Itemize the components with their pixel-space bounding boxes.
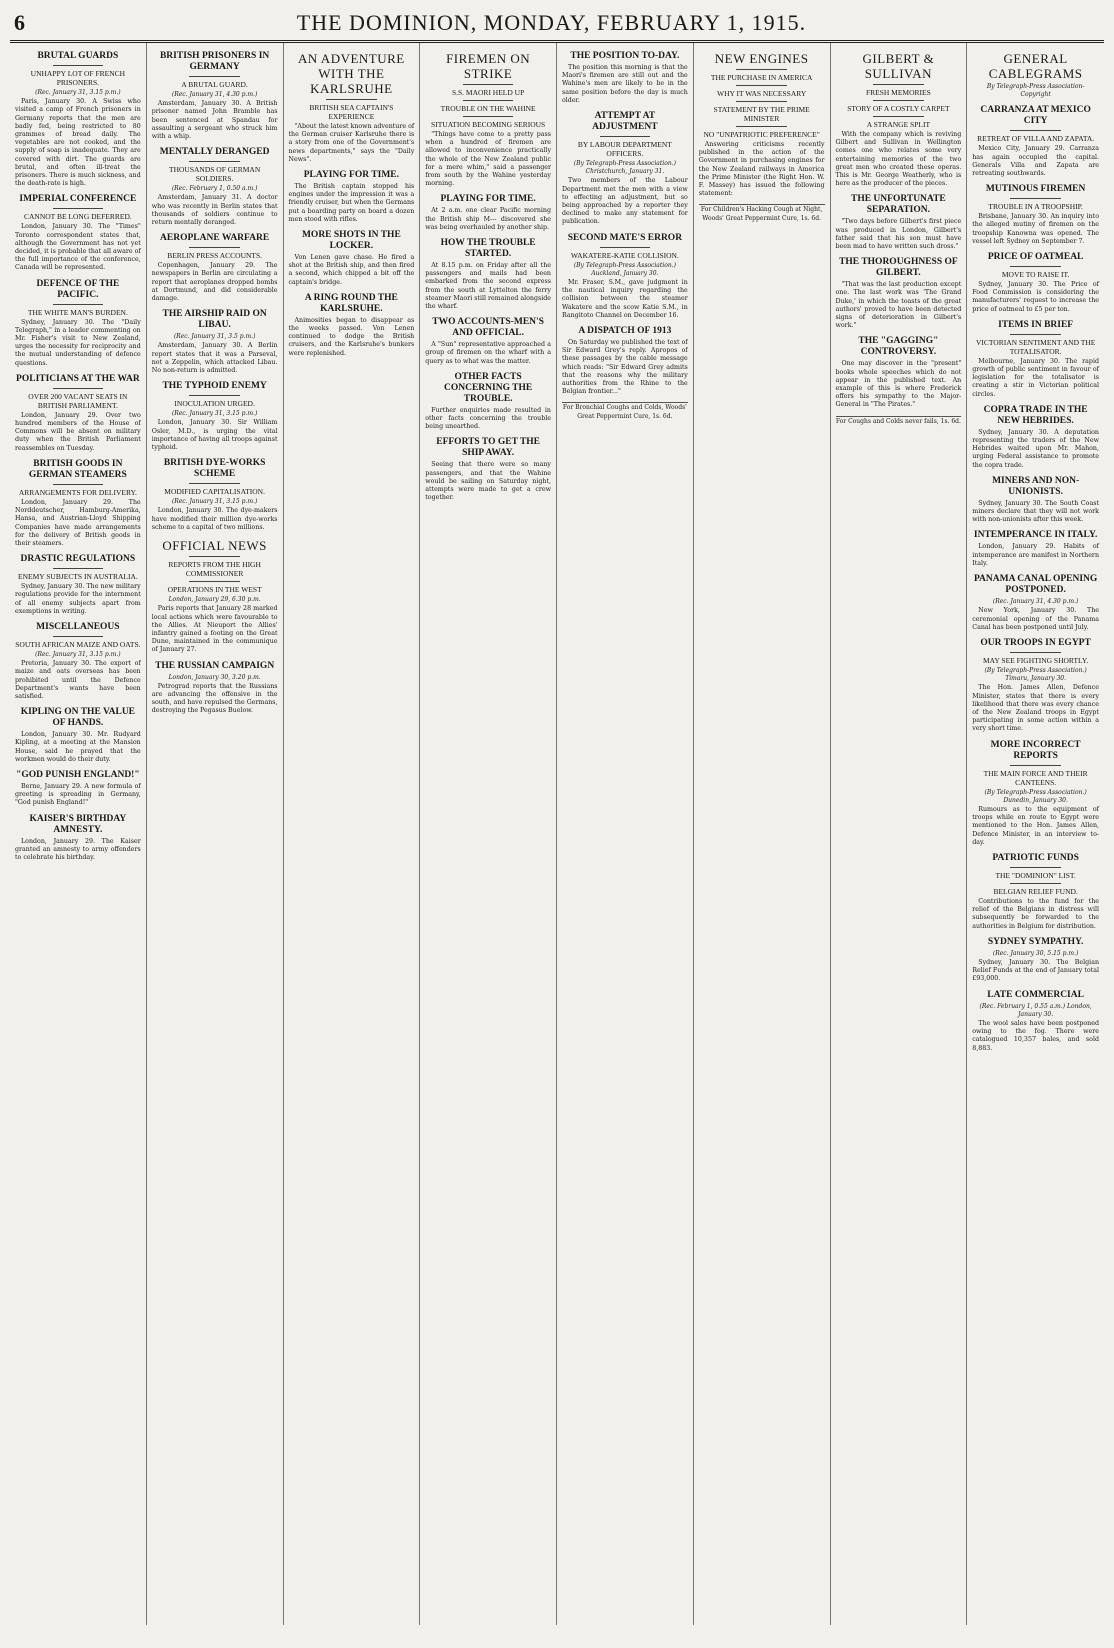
article-headline: PANAMA CANAL OPENING POSTPONED. (973, 574, 1098, 596)
article-headline: LATE COMMERCIAL (987, 989, 1084, 1000)
headline-rule (736, 101, 786, 102)
article-subhead: INOCULATION URGED. (174, 399, 255, 409)
article-dateline: (Rec. January 31, 4.30 p.m.) (992, 598, 1079, 606)
article-paragraph: "Things have come to a pretty pass when a hundred of firemen are allowed to inconvenience practically the whole of the New Zealand public for a mere whim," said a passenger from south by the Wahine yesterday morning. (425, 131, 551, 188)
article-headline: AN ADVENTURE WITH THE KARLSRUHE (298, 51, 405, 96)
column-8 (967, 43, 1104, 1625)
article-headline: DEFENCE OF THE PACIFIC. (36, 278, 120, 300)
article-paragraph: Amsterdam, January 30. A Berlin report states that it was a Parseval, not a Zeppelin, which attacked Libau. No non-return is admitted. (151, 342, 278, 375)
article-subhead: SOUTH AFRICAN MAIZE AND OATS. (15, 639, 141, 649)
article (836, 336, 962, 409)
article-subhead: FRESH MEMORIES (865, 88, 931, 97)
headline-rule (873, 84, 923, 85)
article (289, 170, 415, 224)
article-dateline: (Rec. February 1, 0.55 a.m.) London, January 30. (979, 1002, 1092, 1018)
article (425, 317, 551, 366)
headline-rule (189, 483, 239, 484)
article-headline: THE POSITION TO-DAY. (570, 51, 680, 61)
article-paragraph: Animosities began to disappear as the weeks passed. Von Lenen continued to dodge the British cruisers, and the Karlsruhe's bunkers were replenished. (288, 316, 415, 357)
article-dateline: (Rec. January 31, 4.30 p.m.) (171, 91, 258, 98)
article (425, 51, 551, 188)
article-paragraph: Brisbane, January 30. An inquiry into the alleged mutiny of firemen on the troopship Kanowna was opened. The vessel left Sydney on September 7. (972, 213, 1099, 245)
article (562, 111, 688, 227)
article (972, 51, 1099, 99)
article-paragraph: On Saturday we published the text of Sir Edward Grey's reply. Apropos of these passages by the cable message which reads: "Sir Edward Grey admits that the reasons why the military authorities from the Rhine to the Belgian frontier..." (562, 339, 688, 396)
article-paragraph: The British captain stopped his engines under the impression it was a friendly cruiser, but when the Germans put a boarding party on board a dozen men stood with rifles. (288, 183, 415, 223)
article-headline: ATTEMPT AT ADJUSTMENT (592, 111, 658, 133)
article-paragraph: "That was the last production except one. The last work was 'The Grand Duke,' in which the toasts of the great authors' proved to have been detected signs of deterioration in Gilbert's work." (835, 281, 962, 330)
article-subhead: NO "UNPATRIOTIC PREFERENCE" (703, 130, 820, 139)
column-3 (284, 43, 421, 1625)
article-paragraph: Seeing that there were so many passengers, and that the Wahine would be sailing on Saturday night, attempts were made to get a crew together. (425, 461, 551, 502)
article-paragraph: The position this morning is that the Maori's firemen are still out and the Wahine's men are likely to be in the same position before the day is much older. (562, 64, 688, 104)
article (152, 147, 278, 227)
headline-rule (463, 84, 513, 85)
headline-rule (189, 395, 239, 396)
article-paragraph: Amsterdam, January 30. A British prisoner named John Bramble has been sentenced at Spandau for assaulting a sergeant who struck him with a whip. (151, 100, 278, 141)
article-headline: GILBERT & SULLIVAN (862, 51, 935, 81)
article (972, 740, 1099, 847)
article-paragraph: London, January 30. Mr. Rudyard Kipling, at a meeting at the Mansion House, said he prayed that the workmen would do their duty. (15, 731, 141, 763)
article-subhead: TROUBLE IN A TROOPSHIP. (988, 202, 1083, 212)
article (836, 257, 962, 330)
article (15, 707, 141, 764)
article-dateline: (Rec. January 31, 3.15 p.m.) (171, 410, 258, 418)
article-subhead: THE "DOMINION" LIST. (995, 870, 1076, 880)
article-headline: IMPERIAL CONFERENCE (19, 194, 137, 205)
article-dateline: (Rec. January 31, 3.15 p.m.) (35, 650, 121, 658)
article (972, 476, 1099, 525)
article-subhead: STORY OF A COSTLY CARPET (847, 104, 950, 113)
article-subhead: ENEMY SUBJECTS IN AUSTRALIA. (18, 572, 138, 582)
advertisement: For Coughs and Colds never fails, 1s. 6d. (835, 417, 961, 425)
article-dateline: London, January 30, 3.20 p.m. (168, 673, 261, 681)
article-headline: INTEMPERANCE IN ITALY. (973, 530, 1098, 541)
article-paragraph: Sydney, January 30. The Belgian Relief Funds at the end of January total £93,000. (972, 958, 1099, 983)
article-dateline: (By Telegraph-Press Association.) Dunedin, January 30. (984, 788, 1087, 804)
article (15, 374, 141, 453)
article-paragraph: London, January 29. The Norddeutscher, Hamburg-Amerika, Hansa, and Austrian-Lloyd Shipping Companies have made arrangements for the delivery of British goods in their steamers. (15, 498, 141, 547)
article-subhead: RETREAT OF VILLA AND ZAPATA. (977, 134, 1095, 144)
article-dateline: (By Telegraph-Press Association.) Auckland, January 30. (573, 261, 676, 277)
article (15, 279, 141, 368)
advertisement: For Bronchial Coughs and Colds, Woods' Great Peppermint Cure, 1s. 6d. (562, 404, 687, 420)
article-dateline: (Rec. January 31, 3.15 p.m.) (171, 498, 258, 506)
article-dateline: By Telegraph-Press Association-Copyright (986, 83, 1085, 99)
article-paragraph: Sydney, January 30. The "Daily Telegraph," in a leader commenting on Mr. Fisher's visit to New Zealand, urges the necessity for reciprocity and the mutual understanding of defence questions. (15, 318, 141, 367)
article-headline: BRUTAL GUARDS (37, 51, 119, 61)
article-paragraph: At 8.15 p.m. on Friday after all the passengers and mails had been embarked from the second express from the south at Lyttelton the ferry steamer Maori still remained alongside the wharf. (425, 262, 551, 311)
advertisement: For Children's Hacking Cough at Night, Woods' Great Peppermint Cure, 1s. 6d. (699, 204, 825, 222)
article (562, 233, 688, 320)
article-headline: OUR TROOPS IN EGYPT (980, 637, 1091, 648)
headline-rule (1010, 334, 1061, 335)
article-dateline: (Rec. January 31, 3.5 p.m.) (173, 333, 256, 341)
headline-rule (736, 126, 786, 127)
article-subhead: VICTORIAN SENTIMENT AND THE TOTALISATOR. (975, 337, 1096, 356)
headline-rule (736, 85, 786, 86)
article (152, 381, 278, 452)
newspaper-page (10, 8, 1104, 1628)
article-headline: KAISER'S BIRTHDAY AMNESTY. (29, 813, 127, 835)
article-paragraph: The wool sales have been postponed owing to the fog. There were catalogued 10,357 bales, and sold 8,883. (972, 1019, 1099, 1052)
article-subhead: REPORTS FROM THE HIGH COMMISSIONER (168, 560, 261, 579)
article-paragraph: London, January 30. The "Times" Toronto correspondent states that, although the Government has not yet decided, it is probable that all aware of the full importance of the conference, Canada will be represented. (15, 223, 141, 272)
column-1 (10, 43, 147, 1625)
headline-rule (189, 247, 239, 248)
article-headline: THE TYPHOID ENEMY (162, 381, 267, 392)
article-headline: COPRA TRADE IN THE NEW HEBRIDES. (983, 404, 1088, 426)
article (836, 51, 962, 188)
article-headline: TWO ACCOUNTS-MEN'S AND OFFICIAL. (432, 317, 544, 339)
article-headline: PATRIOTIC FUNDS (992, 852, 1079, 863)
article-headline: "GOD PUNISH ENGLAND!" (16, 769, 140, 780)
article (425, 437, 551, 502)
article-paragraph: Sydney, January 30. A deputation representing the traders of the New Hebrides waited upon Mr. Mahon, urging Federal assistance to promote the copra trade. (972, 428, 1099, 469)
article-headline: MENTALLY DERANGED (159, 147, 270, 158)
article-subhead: MODIFIED CAPITALISATION. (164, 487, 265, 497)
headline-rule (600, 136, 650, 137)
article-subhead: WAKATERE-KATIE COLLISION. (570, 250, 679, 260)
article-headline: BRITISH DYE-WORKS SCHEME (163, 458, 266, 480)
article (425, 238, 551, 311)
article-headline: SYDNEY SYMPATHY. (987, 936, 1084, 947)
article-paragraph: Von Lenen gave chase. He fired a shot at the British ship, and then fired a second, which chipped a bit off the captain's bridge. (288, 254, 415, 286)
article (289, 293, 415, 358)
article-paragraph: Melbourne, January 30. The rapid growth of public sentiment in favour of legislation for the totalisator is creating a stir in Victorian political circles. (972, 357, 1099, 398)
article-paragraph: Paris reports that January 28 marked local actions which were favourable to the Allies. At Nieuport the Allies' infantry gained a footing on the Great Dune, maintained in the communique of January 27. (151, 605, 278, 654)
article-headline: PLAYING FOR TIME. (440, 194, 536, 205)
article-headline: EFFORTS TO GET THE SHIP AWAY. (436, 437, 541, 459)
headline-rule (189, 76, 239, 77)
article-headline: A DISPATCH OF 1913 (578, 326, 672, 337)
column-4 (420, 43, 557, 1625)
article-headline: THE THOROUGHNESS OF GILBERT. (839, 257, 958, 279)
article (972, 990, 1099, 1053)
article (562, 51, 688, 105)
article-paragraph: Mexico City, January 29. Carranza has again occupied the capital. Generals Villa and Zapata are retreating southwards. (972, 145, 1099, 178)
headline-rule (1010, 765, 1061, 766)
article-headline: POLITICIANS AT THE WAR (16, 373, 140, 384)
headline-rule (1010, 198, 1061, 199)
article-paragraph: London, January 29. Over two hundred members of the House of Commons will be absent on military duty when the British Parliament reassembles on Tuesday. (15, 411, 141, 452)
article (289, 230, 415, 287)
article-paragraph: London, January 30. Sir William Osler, M.D., is urging the vital importance of having all troops against typhoid. (151, 419, 278, 452)
article-paragraph: Contributions to the fund for the relief of the Belgians in distress will subsequently be forwarded to the authorities in Belgium for distribution. (972, 897, 1099, 930)
article-subhead: THOUSANDS OF GERMAN SOLDIERS. (168, 165, 261, 184)
article (972, 184, 1099, 246)
article-subhead: A BRUTAL GUARD. (181, 80, 248, 89)
headline-rule (873, 100, 923, 101)
article-headline: HOW THE TROUBLE STARTED. (440, 238, 536, 260)
article-subhead: BRITISH SEA CAPTAIN'S EXPERIENCE (309, 103, 394, 121)
article-paragraph: One may discover in the "present" books whole speeches which do not appear in the published text. An example of this is where Frederick offers his sympathy to the Major-General in "The Pirates." (835, 360, 962, 409)
article-headline: PRICE OF OATMEAL (987, 252, 1084, 263)
column-2 (147, 43, 284, 1625)
article-subhead: A STRANGE SPLIT (866, 120, 931, 129)
article (972, 853, 1099, 931)
article-subhead: CANNOT BE LONG DEFERRED. (23, 212, 132, 222)
paper-title: THE DOMINION, MONDAY, FEBRUARY 1, 1915. (296, 10, 807, 35)
article-headline: THE UNFORTUNATE SEPARATION. (850, 194, 946, 216)
article-paragraph: Pretoria, January 30. The export of maize and oats overseas has been prohibited until the Defence Department's wants have been satisfied. (15, 660, 141, 700)
columns (10, 43, 1104, 1625)
headline-rule (53, 304, 103, 305)
article-paragraph: Two members of the Labour Department met the men with a view to effecting an adjustment, but so being approached by a reporter they declined to make any statement for publication. (562, 177, 688, 226)
article-subhead: WHY IT WAS NECESSARY (717, 89, 807, 98)
article-paragraph: Berne, January 29. A new formula of greeting is spreading in Germany, "God punish England!" (15, 782, 141, 807)
article-headline: NEW ENGINES (714, 51, 809, 66)
article-headline: SECOND MATE'S ERROR (567, 232, 683, 243)
article-subhead: OPERATIONS IN THE WEST (167, 585, 262, 595)
headline-rule (53, 388, 103, 389)
column-5 (557, 43, 694, 1625)
article (836, 194, 962, 251)
article (972, 638, 1099, 734)
article-subhead: UNHAPPY LOT OF FRENCH PRISONERS. (30, 69, 126, 87)
headline-rule (1010, 652, 1061, 653)
article (972, 574, 1099, 632)
article-dateline: (By Telegraph-Press Association.) Christchurch, January 31. (573, 160, 676, 176)
article-paragraph: London, January 30. The dye-makers have modified their million dye-works scheme to a capital of two millions. (151, 507, 278, 531)
article-paragraph: Answering criticisms recently published in the action of the Government in purchasing engines for the New Zealand railways in America the Prime Minister (the Right Hon. W. F. Massey) has issued the following statement: (698, 141, 825, 198)
article-paragraph: London, January 29. Habits of intemperance are manifest in Northern Italy. (972, 543, 1099, 567)
article (15, 554, 141, 616)
article-headline: ITEMS IN BRIEF (998, 319, 1074, 330)
article-headline: FIREMEN ON STRIKE (446, 51, 531, 81)
article-headline: KIPLING ON THE VALUE OF HANDS. (20, 707, 136, 729)
article (972, 530, 1099, 568)
article-paragraph: Petrograd reports that the Russians are advancing the offensive in the south, and have repulsed the Germans, destroying the Pegasus Buelow. (151, 682, 278, 715)
headline-rule (1010, 883, 1061, 884)
headline-rule (463, 116, 513, 117)
headline-rule (53, 568, 103, 569)
article (152, 538, 278, 654)
article-dateline: (Rec. January 30, 5.15 p.m.) (992, 949, 1079, 957)
article (152, 661, 278, 716)
article-paragraph: Further enquiries made resulted in other facts concerning the trouble being unearthed. (425, 406, 551, 431)
article-subhead: TROUBLE ON THE WAHINE (440, 104, 536, 113)
article-headline: A RING ROUND THE KARLSRUHE. (304, 292, 398, 314)
article-paragraph: Sydney, January 30. The Price of Food Commission is considering the manufacturers' request to increase the price of oatmeal to £5 per ton. (972, 281, 1099, 313)
page-number: 6 (14, 10, 25, 35)
masthead (10, 8, 1104, 43)
article-paragraph: Mr. Fraser, S.M., gave judgment in the nautical inquiry regarding the collision between the steamer Wakatere and the scow Katie S.M., in Rangitoto Channel on December 16. (562, 279, 688, 319)
article-headline: AEROPLANE WARFARE (160, 233, 270, 244)
article-headline: THE "GAGGING" CONTROVERSY. (858, 336, 939, 358)
headline-rule (1010, 867, 1061, 868)
article-paragraph: Sydney, January 30. The South Coast miners declare that they will not work with non-unionists after this week. (972, 499, 1099, 524)
article-paragraph: New York, January 30. The ceremonial opening of the Panama Canal has been postponed until July. (972, 607, 1099, 631)
article-subhead: SITUATION BECOMING SERIOUS (431, 120, 546, 129)
article-headline: BRITISH PRISONERS IN GERMANY (159, 51, 270, 72)
article-paragraph: London, January 29. The Kaiser granted an amnesty to army offenders to celebrate his birthday. (15, 837, 141, 861)
article (289, 51, 415, 164)
article-headline: GENERAL CABLEGRAMS (988, 51, 1083, 81)
headline-rule (189, 581, 239, 582)
article-subhead: OVER 200 VACANT SEATS IN BRITISH PARLIAMENT. (28, 391, 128, 410)
article (562, 326, 688, 396)
article-headline: PLAYING FOR TIME. (303, 170, 400, 181)
article-subhead: ARRANGEMENTS FOR DELIVERY. (18, 487, 137, 497)
article-paragraph: Amsterdam, January 31. A doctor who was recently in Berlin states that thousands of soldiers continue to return mentally deranged. (151, 194, 278, 227)
article (972, 405, 1099, 470)
article-paragraph: Copenhagen, January 29. The newspapers in Berlin are circulating a report that aeroplanes dropped bombs at Dortmund, and did considerable damage. (151, 262, 278, 303)
article (15, 770, 141, 808)
article (972, 105, 1099, 178)
headline-rule (873, 116, 923, 117)
article-headline: MISCELLANEOUS (36, 621, 120, 632)
article (152, 51, 278, 141)
article (972, 252, 1099, 314)
article (15, 51, 141, 188)
article (152, 458, 278, 532)
headline-rule (53, 65, 103, 66)
article-subhead: S.S. MAORI HELD UP (451, 88, 525, 97)
article-subhead: STATEMENT BY THE PRIME MINISTER (713, 105, 810, 123)
article-headline: MORE INCORRECT REPORTS (990, 739, 1081, 761)
article-subhead: THE WHITE MAN'S BURDEN. (27, 307, 128, 317)
article-subhead: MAY SEE FIGHTING SHORTLY. (983, 655, 1089, 665)
headline-rule (53, 636, 103, 637)
article-headline: MUTINOUS FIREMEN (985, 184, 1086, 195)
article-dateline: (Rec. February 1, 0.50 a.m.) (171, 185, 258, 193)
article-headline: CARRANZA AT MEXICO CITY (980, 105, 1091, 127)
headline-rule (53, 484, 103, 485)
article-headline: THE AIRSHIP RAID ON LIBAU. (162, 309, 267, 331)
article (152, 309, 278, 375)
headline-rule (189, 161, 239, 162)
article (15, 622, 141, 701)
article (699, 51, 825, 198)
headline-rule (53, 208, 103, 209)
article-headline: MINERS AND NON-UNIONISTS. (992, 475, 1080, 497)
article (15, 194, 141, 272)
article-subhead: MOVE TO RAISE IT. (1001, 270, 1070, 280)
article-headline: THE RUSSIAN CAMPAIGN (155, 660, 275, 671)
article-dateline: London, January 29, 6.30 p.m. (168, 596, 261, 604)
column-6 (694, 43, 831, 1625)
article-headline: OFFICIAL NEWS (162, 538, 267, 554)
article-headline: MORE SHOTS IN THE LOCKER. (301, 230, 401, 252)
article (425, 194, 551, 232)
article-headline: DRASTIC REGULATIONS (20, 554, 136, 565)
article-paragraph: Rumours as to the equipment of troops while en route to Egypt were mentioned to the Hon. James Allen, Defence Minister, in an interview to-day. (972, 805, 1099, 846)
headline-rule (463, 100, 513, 101)
article (972, 937, 1099, 984)
article-headline: OTHER FACTS CONCERNING THE TROUBLE. (444, 371, 533, 404)
article-paragraph: With the company which is reviving Gilbert and Sullivan in Wellington comes one who relates some very entertaining memories of the two great men who created these operas. This is Mr. George Weatherly, who is here as the producer of the pieces. (835, 131, 962, 188)
article-dateline: (By Telegraph-Press Association.) Timaru, January 30. (984, 666, 1087, 683)
article-subhead: THE MAIN FORCE AND THEIR CANTEENS. (983, 768, 1088, 787)
article (15, 459, 141, 548)
headline-rule (736, 69, 786, 70)
headline-rule (326, 99, 376, 100)
article-dateline: (Rec. January 31, 3.15 p.m.) (35, 89, 121, 96)
article-paragraph: "About the latest known adventure of the German cruiser Karlsruhe there is a story from one of the Government's news departments," says the "Daily News". (288, 123, 415, 163)
article-headline: BRITISH GOODS IN GERMAN STEAMERS (28, 458, 127, 480)
article-paragraph: Paris, January 30. A Swiss who visited a camp of French prisoners in Germany reports that the men are badly fed, being restricted to 80 grammes of bread daily. The vegetables are not cooked, and the supply of soap is inadequate. They are covered with dirt. The guards are brutal, and often ill-treat the prisoners. There is much sickness, and the death-rate is high. (15, 98, 141, 188)
article-subhead: BELGIAN RELIEF FUND. (993, 886, 1078, 896)
article-paragraph: The Hon. James Allen, Defence Minister, states that there is every likelihood that there was every chance of the New Zealand troops in Egypt participating in some action within a very short time. (972, 684, 1099, 733)
headline-rule (189, 556, 239, 557)
headline-rule (1010, 130, 1061, 131)
column-7 (831, 43, 968, 1625)
article-paragraph: A "Sun" representative approached a group of firemen on the wharf with a query as to what was the matter. (425, 341, 551, 365)
article-subhead: THE PURCHASE IN AMERICA (710, 73, 813, 82)
article (152, 233, 278, 303)
article-paragraph: At 2 a.m. one clear Pacific morning the British ship M--- discovered she was being overhauled by another ship. (425, 207, 551, 231)
article-subhead: BY LABOUR DEPARTMENT OFFICERS. (577, 140, 672, 159)
article (972, 320, 1099, 399)
article (15, 814, 141, 863)
article-paragraph: "Two days before Gilbert's first piece was produced in London, Gilbert's father said that his son must have been mad to have written such dross." (835, 218, 962, 251)
article (425, 372, 551, 432)
article-paragraph: Sydney, January 30. The new military regulations provide for the internment of all enemy subjects apart from exemptions in writing. (15, 583, 141, 615)
article-subhead: BERLIN PRESS ACCOUNTS. (167, 251, 263, 261)
headline-rule (1010, 266, 1061, 267)
headline-rule (600, 247, 650, 248)
